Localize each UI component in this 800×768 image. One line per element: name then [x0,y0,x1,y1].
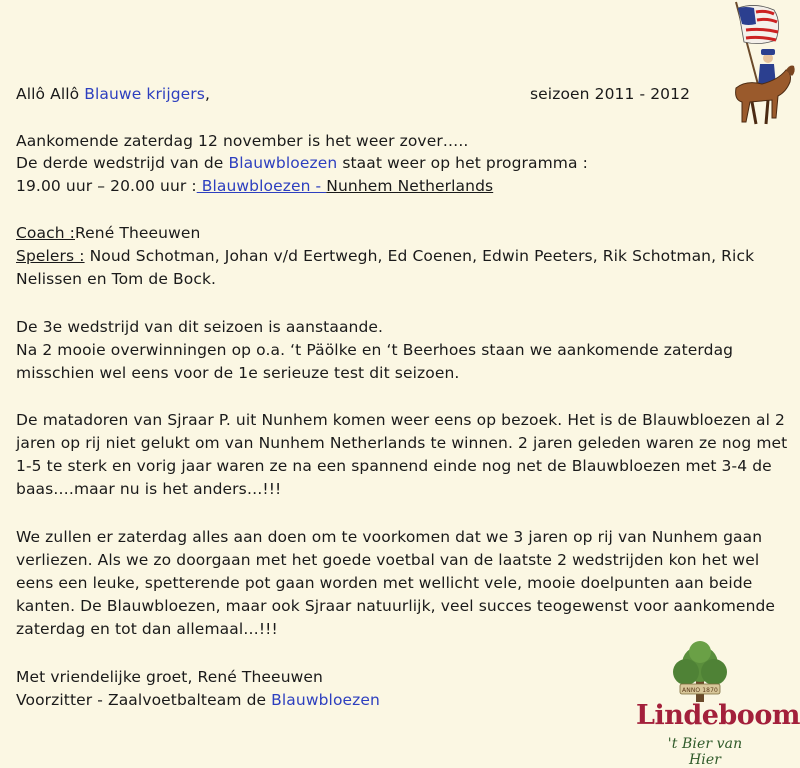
team-name-inline: Blauwbloezen [228,154,338,172]
paragraph-1-line: Na 2 mooie overwinningen op o.a. ‘t Päölke en ‘t Beerhoes staan we aankomende zaterdag [16,341,734,359]
paragraph-2-line: jaren op rij niet gelukt om van Nunhem Netherlands te winnen. 2 jaren geleden waren ze nog met [16,434,788,452]
greeting-line [16,83,210,105]
paragraph-3-line: verliezen. Als we zo doorgaan met het goede voetbal van de laatste 2 wedstrijden kon het wel [16,551,760,569]
players-line-2: Nelissen en Tom de Bock. [16,270,217,288]
paragraph-2-line: baas….maar nu is het anders…!!! [16,480,282,498]
intro-line-2 [16,152,588,174]
match-time-line [16,175,493,197]
signature-line-1: Met vriendelijke groet, René Theeuwen [16,668,323,686]
paragraph-1-line: misschien wel eens voor de 1e serieuze test dit seizoen. [16,364,460,382]
players-list: Noud Schotman, Johan v/d Eertwegh, Ed Coenen, Edwin Peeters, Rik Schotman, Rick [89,247,755,265]
paragraph-2-line: 1-5 te sterk en vorig jaar waren ze na een spannend einde nog net de Blauwbloezen met 3-4 de [16,457,772,475]
players-line-1 [16,245,754,267]
paragraph-3-line: eens een leuke, spetterende pot gaan worden met wellicht vele, mooie doelpunten aan beide [16,574,753,592]
intro-line-2-text: De derde wedstrijd van de [16,154,224,172]
lindeboom-logo [636,640,800,768]
players-label: Spelers : [16,247,85,265]
logo-slogan: 't Bier van Hier [667,736,743,768]
paragraph-3-line: zaterdag en tot dan allemaal…!!! [16,620,278,638]
paragraph-3-line: We zullen er zaterdag alles aan doen om te voorkomen dat we 3 jaren op rij van Nunhem gaan [16,528,763,546]
season-label: seizoen 2011 - 2012 [530,85,691,103]
team-name: Blauwe krijgers [84,85,205,103]
logo-brand: Lindeboom [636,700,800,731]
coach-label: Coach : [16,224,75,242]
match-opponent: Nunhem Netherlands [326,177,494,195]
paragraph-1-line: De 3e wedstrijd van dit seizoen is aanstaande. [16,318,384,336]
signature-line-2 [16,689,380,711]
greeting: Allô Allô [16,85,80,103]
horseman-flag-illustration [716,0,798,132]
match-time: 19.00 uur – 20.00 uur : [16,177,197,195]
team-name-signature: Blauwbloezen [271,691,380,709]
signature-role: Voorzitter - Zaalvoetbalteam de [16,691,267,709]
intro-line-2-tail: staat weer op het programma : [342,154,588,172]
paragraph-3-line: kanten. De Blauwbloezen, maar ook Sjraar natuurlijk, veel succes teogewenst voor aankomende [16,597,776,615]
match-link[interactable]: Blauwbloezen - [196,177,327,195]
intro-line-1: Aankomende zaterdag 12 november is het weer zover….. [16,132,469,150]
coach-name: René Theeuwen [75,224,201,242]
coach-line [16,222,200,244]
logo-badge: ANNO 1870 [682,687,718,694]
paragraph-2-line: De matadoren van Sjraar P. uit Nunhem komen weer eens op bezoek. Het is de Blauwbloezen al 2 [16,411,785,429]
greeting-comma: , [204,85,210,103]
